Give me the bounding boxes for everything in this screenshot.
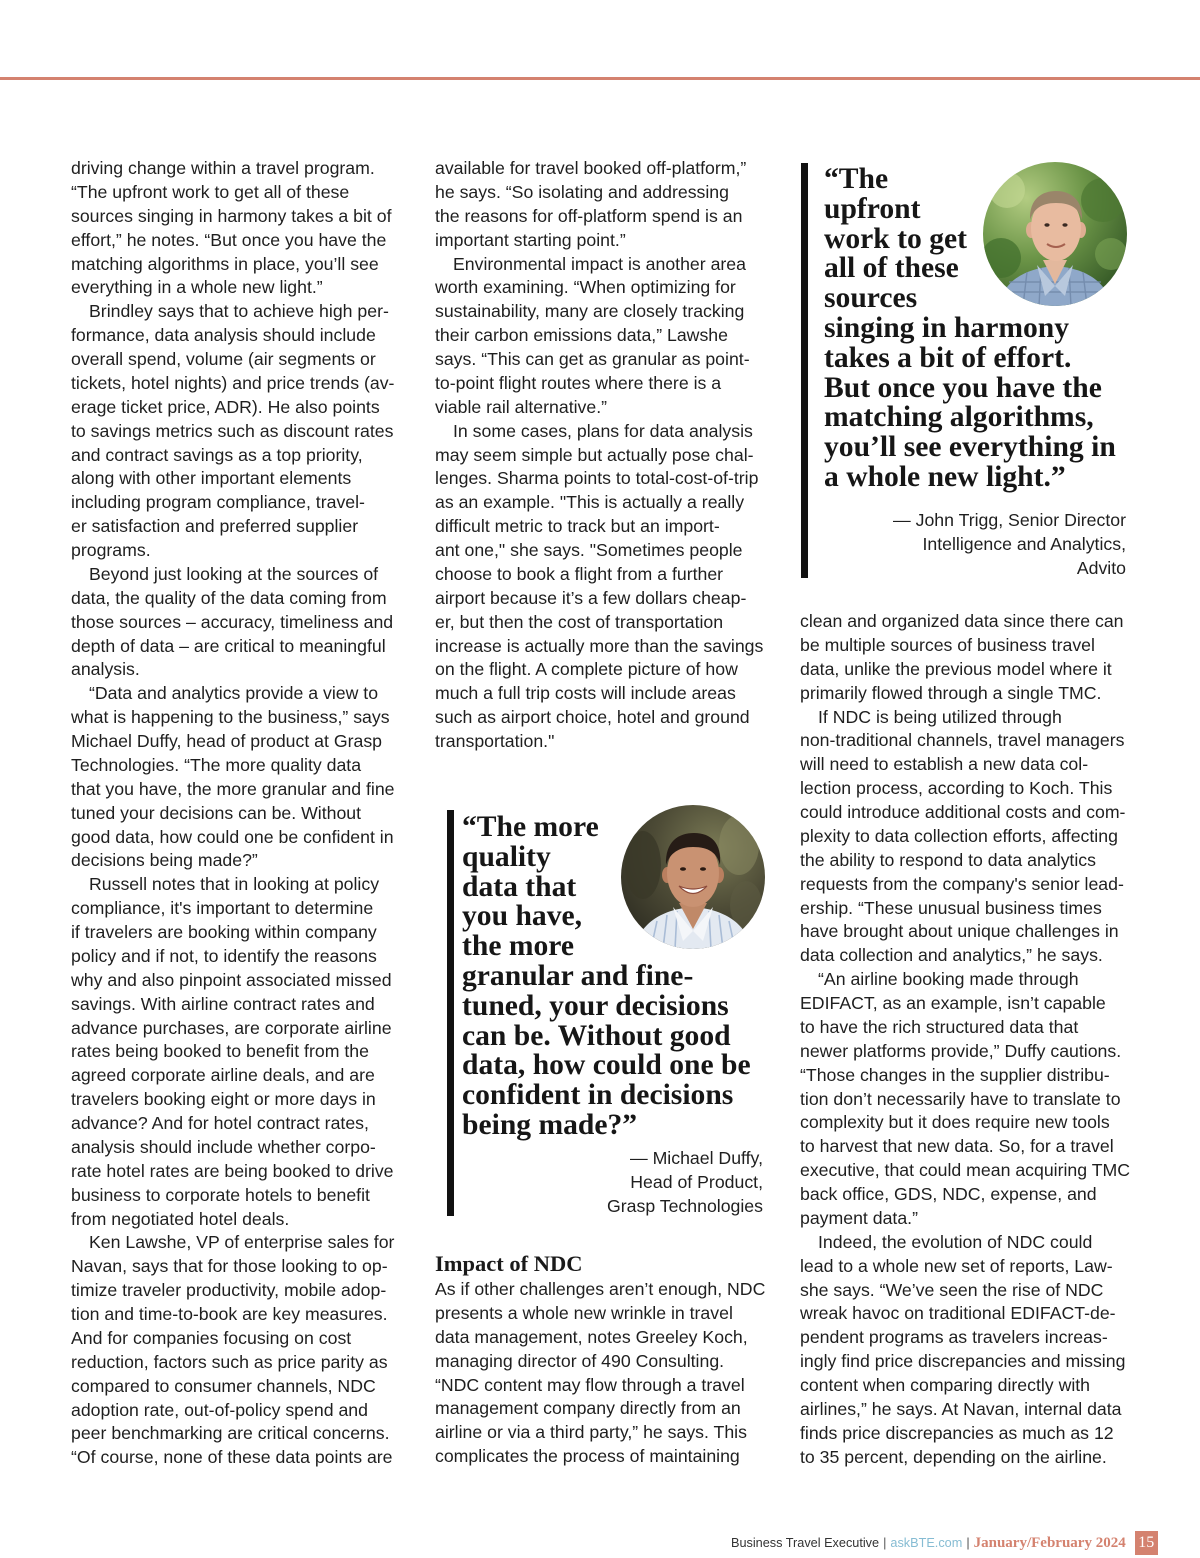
text-line: pendent programs as travelers increas- [800,1327,1108,1348]
text-line: travelers booking eight or more days in [71,1089,376,1110]
john-trigg-portrait [983,162,1127,306]
text-line: decisions being made?” [71,850,258,871]
quote-line: But once you have the [824,371,1102,404]
text-line: airlines,” he says. At Navan, internal data [800,1398,1122,1419]
text-line: such as airport choice, hotel and ground [435,707,750,728]
paragraph [435,1278,765,1469]
text-line: If NDC is being utilized through [818,706,1062,727]
text-line: to harvest that new data. So, for a travel [800,1136,1114,1157]
text-line: Brindley says that to achieve high per- [89,301,389,322]
text-line: ant one," she says. "Sometimes people [435,540,743,560]
text-line: And for companies focusing on cost [71,1327,352,1348]
text-line: reduction, factors such as price parity as [71,1351,388,1372]
text-line: analysis should include whether corpo- [71,1136,376,1157]
text-line: “The upfront work to get all of these [71,181,350,202]
issue-date: January/February 2024 [973,1534,1126,1551]
text-line: depth of data – are critical to meaningful [71,635,386,656]
text-line: advance purchases, are corporate airline [71,1017,392,1038]
text-line: rate hotel rates are being booked to drive [71,1160,394,1181]
text-line: available for travel booked off-platform,” [435,158,747,178]
michael-duffy-photo [621,805,765,949]
text-line: adoption rate, out-of-policy spend and [71,1399,368,1420]
quote-line: — Michael Duffy, [629,1148,763,1168]
ndc-section-body [435,1278,765,1469]
text-line: complicates the process of maintaining [435,1446,740,1467]
text-line: business to corporate hotels to benefit [71,1184,370,1205]
paragraph [71,563,395,682]
text-line: savings. With airline contract rates and [71,993,375,1014]
text-line: to-point flight routes where there is a [435,372,722,393]
text-line: lead to a whole new set of reports, Law- [800,1255,1113,1276]
text-line: sources singing in harmony takes a bit of [71,205,392,226]
text-line: tion and time-to-book are key measures. [71,1304,388,1324]
text-line: newer platforms provide,” Duffy cautions. [800,1040,1122,1061]
text-line: management company directly from an [435,1398,741,1419]
paragraph [71,682,395,873]
text-line: effort,” he notes. “But once you have the [71,229,387,250]
text-line: he says. “So isolating and addressing [435,181,729,202]
text-line: have brought about unique challenges in [800,921,1119,942]
text-line: data, the quality of the data coming from [71,587,387,608]
text-line: sustainability, many are closely tracking [435,301,745,322]
text-line: Navan, says that for those looking to op- [71,1256,388,1277]
text-line: compared to consumer channels, NDC [71,1375,376,1396]
text-line: why and also pinpoint associated missed [71,969,392,990]
text-line: everything in a whole new light.” [71,277,323,298]
text-line: back office, GDS, NDC, expense, and [800,1184,1097,1204]
top-accent-rule [0,77,1200,80]
text-line: compliance, it's important to determine [71,898,374,919]
text-line: tickets, hotel nights) and price trends (av- [71,372,395,393]
text-line: executive, that could mean acquiring TMC [800,1160,1131,1181]
text-line: data management, notes Greeley Koch, [435,1326,748,1347]
text-line: ership. “These unusual business times [800,897,1102,918]
text-line: timize traveler productivity, mobile adop- [71,1280,387,1301]
article-column-2 [435,157,763,754]
pull-quote-2-bar [447,810,454,1216]
footer-separator: | [966,1536,970,1550]
text-line: Indeed, the evolution of NDC could [818,1231,1093,1252]
quote-line: “The more [462,811,599,843]
text-line: EDIFACT, as an example, isn’t capable [800,993,1106,1013]
text-line: lection process, according to Koch. This [800,778,1113,799]
text-line: payment data.” [800,1207,918,1228]
text-line: data collection and analytics,” he says. [800,945,1103,966]
pull-quote-1-bar [801,163,808,578]
article-column-3 [800,610,1130,1470]
quote-line: a whole new light.” [824,460,1066,493]
paragraph [800,968,1130,1231]
article-column-1 [71,157,395,1470]
quote-line: can be. Without good [462,1019,731,1052]
text-line: peer benchmarking are critical concerns. [71,1423,390,1444]
text-line: “Data and analytics provide a view to [89,683,379,704]
quote-line: Head of Product, [630,1171,763,1192]
text-line: be multiple sources of business travel [800,634,1095,655]
page-footer [731,1531,1158,1555]
quote-line: you have, [462,900,583,933]
quote-line: all of these [824,252,959,285]
text-line: as an example. "This is actually a really [435,492,745,513]
text-line: presents a whole new wrinkle in travel [435,1302,733,1323]
text-line: from negotiated hotel deals. [71,1208,290,1229]
paragraph [71,157,395,300]
text-line: increase is actually more than the savings [435,635,764,656]
paragraph [435,420,763,754]
paragraph [800,610,1130,706]
text-line: could introduce additional costs and com- [800,802,1126,822]
text-line: tion don’t necessarily have to translate to [800,1088,1121,1109]
text-line: if travelers are booking within company [71,922,377,942]
site-link[interactable]: askBTE.com [890,1536,963,1550]
quote-line: quality [462,840,551,873]
text-line: managing director of 490 Consulting. [435,1350,725,1371]
quote-line: sources [824,282,918,315]
text-line: finds price discrepancies as much as 12 [800,1422,1114,1443]
text-line: programs. [71,540,151,560]
text-line: important starting point.” [435,229,626,250]
text-line: Technologies. “The more quality data [71,754,362,775]
text-line: and contract savings as a top priority, [71,444,363,465]
quote-line: confident in decisions [462,1079,734,1112]
text-line: she says. “We’ve seen the rise of NDC [800,1279,1104,1300]
text-line: er, but then the cost of transportation [435,611,724,632]
text-line: that you have, the more granular and fine [71,778,395,799]
paragraph [800,706,1130,969]
paragraph [71,1231,395,1470]
quote-line: “The [824,163,889,195]
quote-line: tuned, your decisions [462,989,729,1022]
text-line: driving change within a travel program. [71,158,375,178]
text-line: Ken Lawshe, VP of enterprise sales for [89,1232,395,1253]
text-line: good data, how could one be confident in [71,826,394,847]
text-line: the reasons for off-platform spend is an [435,205,743,226]
quote-line: singing in harmony [824,311,1070,344]
text-line: their carbon emissions data,” Lawshe [435,325,728,346]
text-line: rates being booked to benefit from the [71,1041,369,1062]
page-number: 15 [1135,1531,1158,1555]
text-line: formance, data analysis should include [71,325,376,346]
michael-duffy-portrait [621,805,765,949]
paragraph [800,1231,1130,1470]
quote-line: you’ll see everything in [824,431,1116,464]
section-heading: Impact of NDC [435,1251,583,1276]
text-line: difficult metric to track but an import- [435,516,720,537]
text-line: to have the rich structured data that [800,1016,1079,1037]
text-line: those sources – accuracy, timeliness and [71,611,394,632]
quote-line: upfront [824,192,921,225]
footer-separator: | [883,1536,887,1550]
quote-line: data that [462,870,577,903]
quote-line: the more [462,930,575,963]
text-line: plexity to data collection efforts, affecting [800,825,1118,846]
text-line: tuned your decisions can be. Without [71,802,362,823]
text-line: In some cases, plans for data analysis [453,420,753,441]
quote-line: Advito [1076,557,1126,578]
text-line: ingly find price discrepancies and missing [800,1351,1126,1372]
text-line: may seem simple but actually pose chal- [435,444,754,465]
text-line: viable rail alternative.” [435,396,608,417]
text-line: “An airline booking made through [818,969,1079,990]
quote-line: matching algorithms, [824,401,1094,434]
text-line: requests from the company's senior lead- [800,873,1124,894]
pull-quote-1-attribution [824,509,1126,581]
text-line: er satisfaction and preferred supplier [71,516,359,537]
quote-line: — John Trigg, Senior Director [893,510,1126,530]
text-line: data, unlike the previous model where it [800,658,1112,679]
pull-quote-2-attribution [462,1147,763,1219]
text-line: wreak havoc on traditional EDIFACT-de- [800,1303,1116,1324]
text-line: Environmental impact is another area [453,253,746,274]
text-line: analysis. [71,659,140,680]
text-line: much a full trip costs will include areas [435,683,736,704]
text-line: As if other challenges aren’t enough, NDC [435,1279,766,1299]
text-line: the ability to respond to data analytics [800,849,1096,870]
text-line: “Of course, none of these data points are [71,1447,393,1468]
quote-line: takes a bit of effort. [824,341,1072,374]
text-line: policy and if not, to identify the reasons [71,945,377,966]
text-line: says. “This can get as granular as point- [435,349,750,369]
text-line: advance? And for hotel contract rates, [71,1113,369,1133]
text-line: “NDC content may flow through a travel [435,1374,745,1395]
text-line: matching algorithms in place, you’ll see [71,253,379,274]
quote-line: being made?” [462,1108,638,1141]
text-line: primarily flowed through a single TMC. [800,682,1102,703]
text-line: content when comparing directly with [800,1375,1091,1395]
paragraph [71,873,395,1231]
paragraph [71,300,395,563]
text-line: including program compliance, travel- [71,492,365,513]
publication-name: Business Travel Executive [731,1536,880,1550]
text-line: what is happening to the business,” says [71,707,390,728]
text-line: transportation." [435,731,555,751]
text-line: on the flight. A complete picture of how [435,659,738,680]
text-line: non-traditional channels, travel managers [800,730,1125,751]
quote-line: work to get [824,222,967,255]
text-line: Beyond just looking at the sources of [89,563,379,584]
text-line: will need to establish a new data col- [800,754,1089,775]
text-line: erage ticket price, ADR). He also points [71,396,380,417]
text-line: worth examining. “When optimizing for [435,277,736,298]
paragraph [435,157,763,253]
text-line: to 35 percent, depending on the airline. [800,1446,1107,1467]
text-line: “Those changes in the supplier distribu- [800,1064,1110,1085]
john-trigg-photo [983,162,1127,306]
text-line: Michael Duffy, head of product at Grasp [71,731,383,751]
text-line: along with other important elements [71,468,352,489]
text-line: agreed corporate airline deals, and are [71,1065,375,1086]
quote-line: data, how could one be [462,1049,751,1082]
quote-line: Grasp Technologies [606,1195,763,1216]
quote-line: Intelligence and Analytics, [922,533,1126,554]
quote-line: granular and fine- [462,959,694,992]
text-line: Russell notes that in looking at policy [89,874,380,895]
paragraph [435,253,763,420]
text-line: lenges. Sharma points to total-cost-of-trip [435,468,759,489]
text-line: overall spend, volume (air segments or [71,349,376,369]
text-line: to savings metrics such as discount rates [71,420,394,441]
text-line: choose to book a flight from a further [435,563,724,584]
text-line: clean and organized data since there can [800,611,1124,631]
text-line: airline or via a third party,” he says. This [435,1422,747,1443]
text-line: airport because it’s a few dollars cheap- [435,587,747,608]
text-line: complexity but it does require new tools [800,1112,1110,1133]
